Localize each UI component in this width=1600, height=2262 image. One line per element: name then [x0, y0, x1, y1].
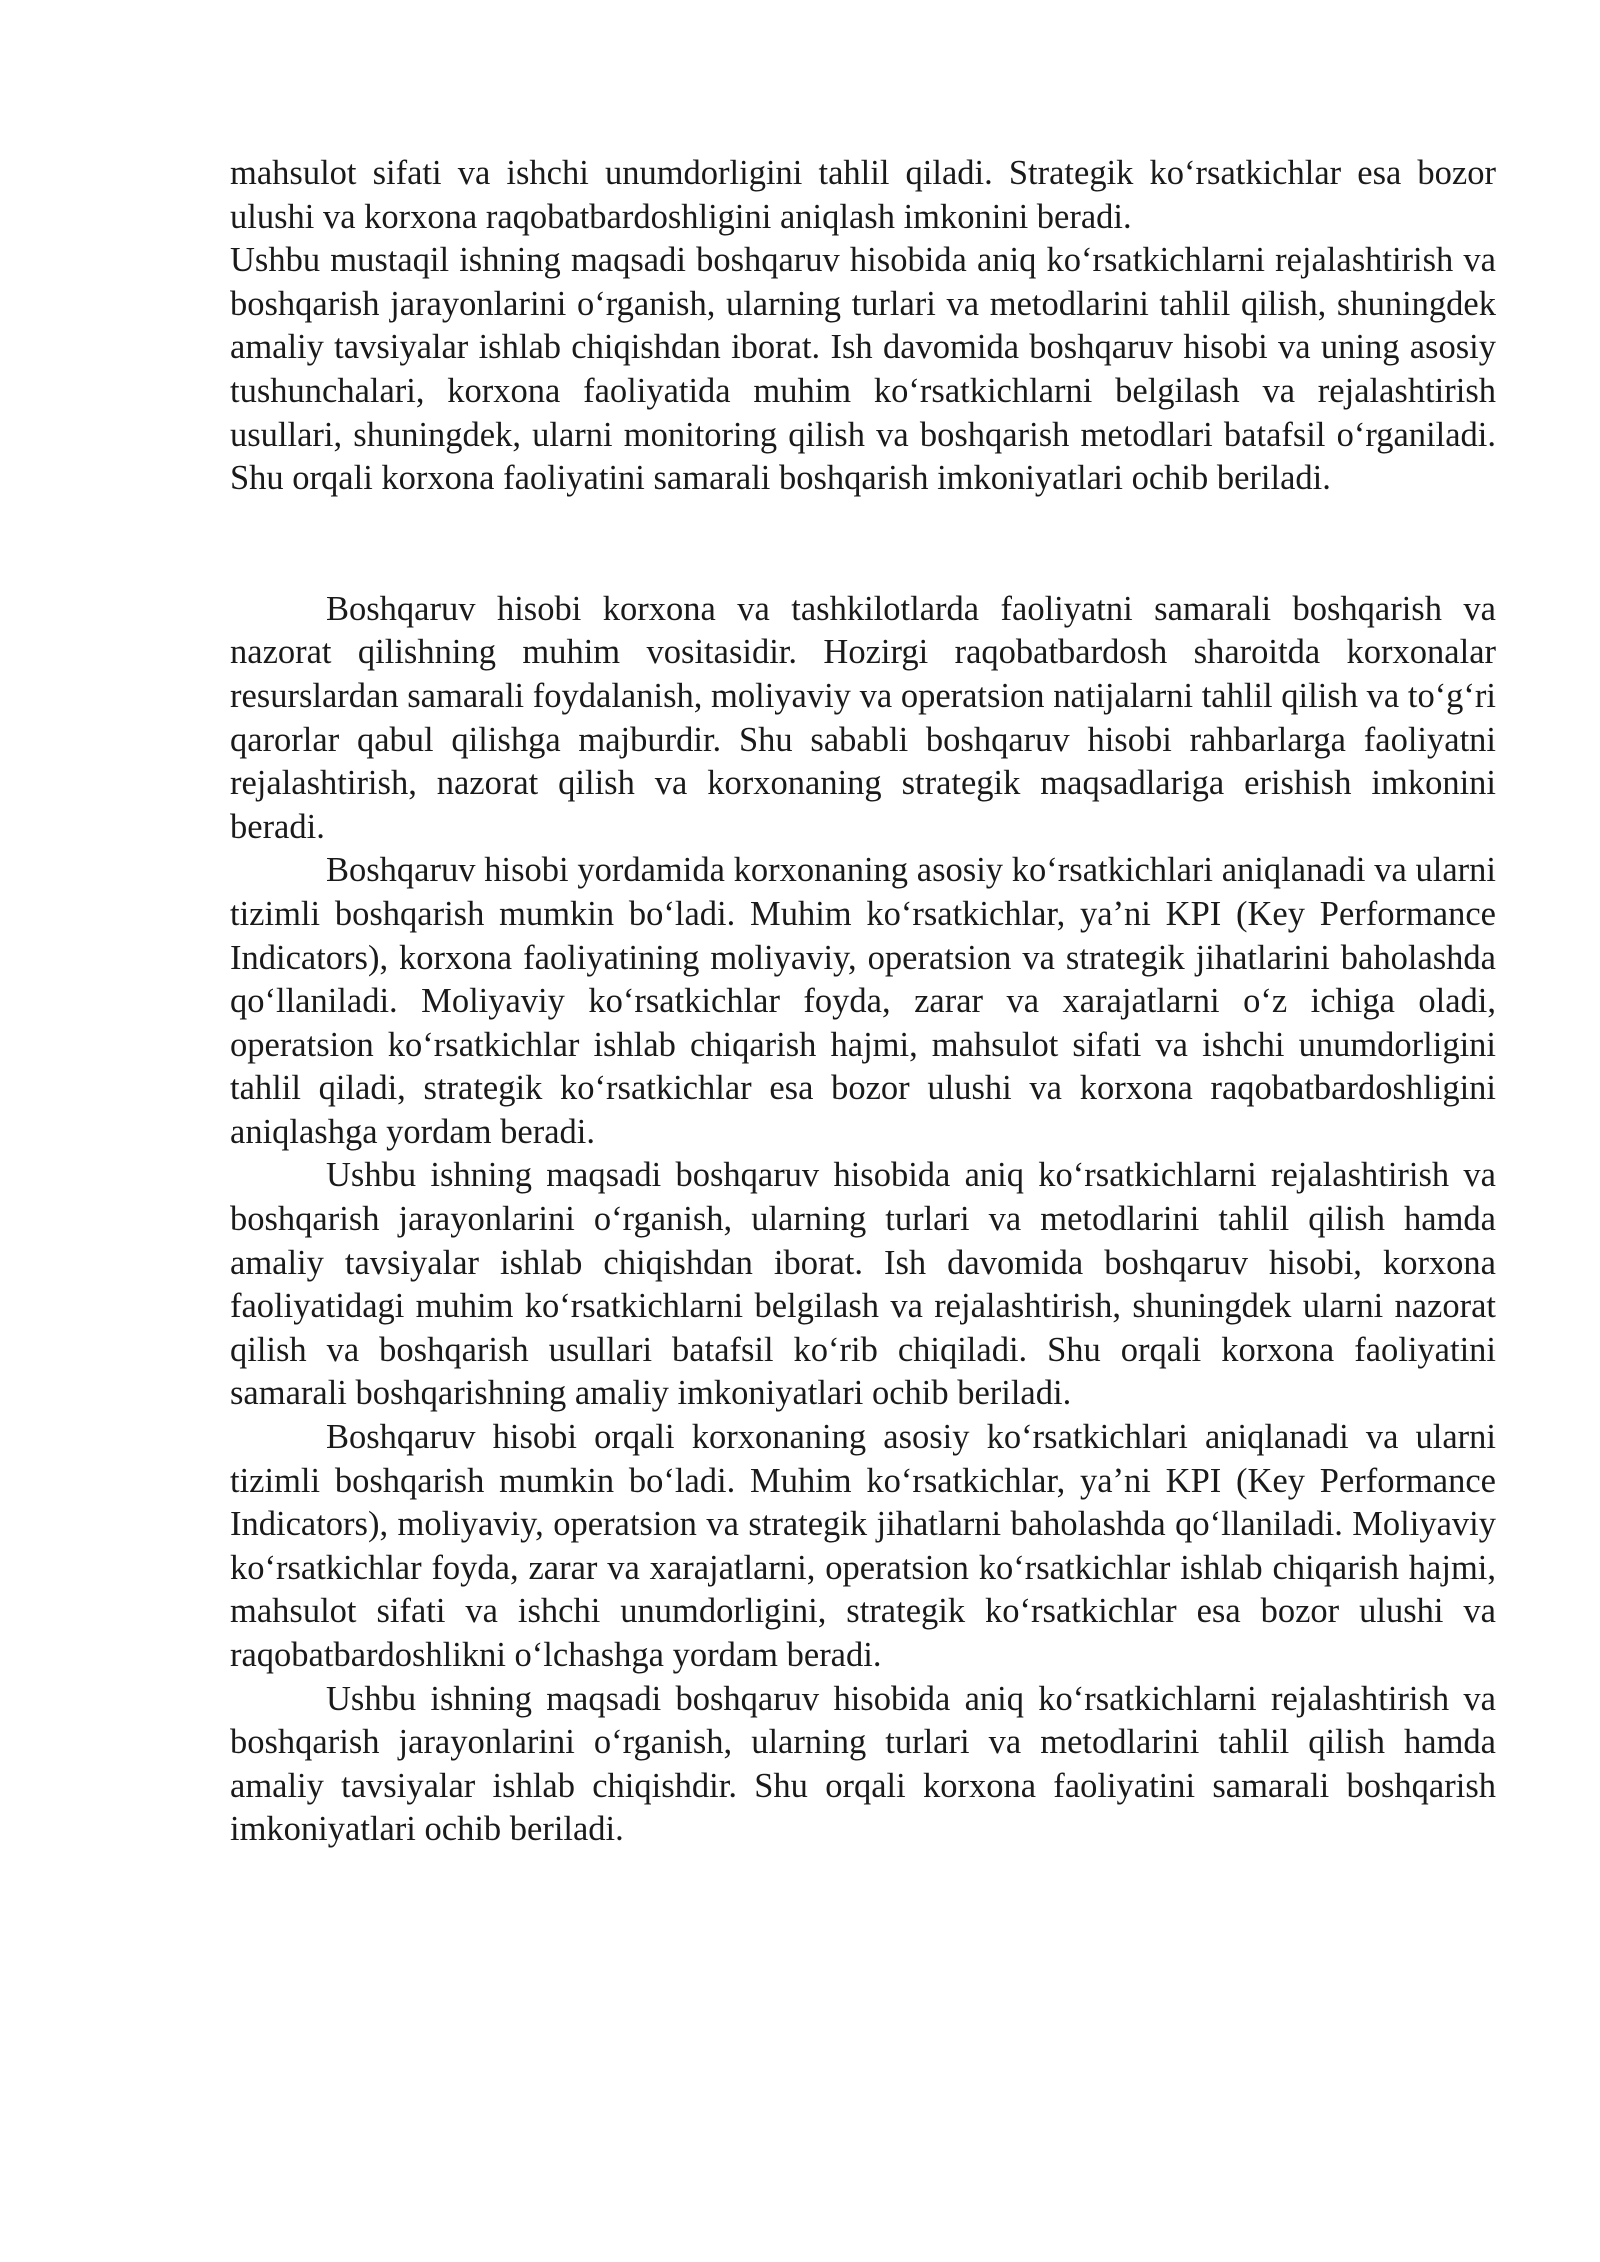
paragraph: Boshqaruv hisobi korxona va tashkilotlarda faoliyatni samarali boshqarish va nazorat qilishning muhim vositasidir. Hozirgi raqobatbardosh sharoitda korxonalar resurslardan samarali foydalanish, moliyaviy va operatsion natijalarni tahlil qilish va toʻgʻri qarorlar qabul qilishga majburdir. Shu sababli boshqaruv hisobi rahbarlarga faoliyatni rejalashtirish, nazorat qilish va korxonaning strategik maqsadlariga erishish imkonini beradi. — [230, 589, 1496, 846]
paragraph: Boshqaruv hisobi orqali korxonaning asosiy koʻrsatkichlari aniqlanadi va ularni tizimli boshqarish mumkin boʻladi. Muhim koʻrsatkichlar, yaʼni KPI (Key Performance Indicators), moliyaviy, operatsion va strategik jihatlarni baholashda qoʻllaniladi. Moliyaviy koʻrsatkichlar foyda, zarar va xarajatlarni, operatsion koʻrsatkichlar ishlab chiqarish hajmi, mahsulot sifati va ishchi unumdorligini, strategik koʻrsatkichlar esa bozor ulushi va raqobatbardoshlikni oʻlchashga yordam beradi. — [230, 1418, 1496, 1674]
top-text-block — [230, 152, 1496, 501]
paragraph: Ushbu ishning maqsadi boshqaruv hisobida aniq koʻrsatkichlarni rejalashtirish va boshqarish jarayonlarini oʻrganish, ularning turlari va metodlarini tahlil qilish hamda amaliy tavsiyalar ishlab chiqishdan iborat. Ish davomida boshqaruv hisobi, korxona faoliyatidagi muhim koʻrsatkichlarni belgilash va rejalashtirish, shuningdek ularni nazorat qilish va boshqarish usullari batafsil koʻrib chiqiladi. Shu orqali korxona faoliyatini samarali boshqarishning amaliy imkoniyatlari ochib beriladi. — [230, 1156, 1496, 1413]
paragraph: Ushbu mustaqil ishning maqsadi boshqaruv hisobida aniq koʻrsatkichlarni rejalashtirish va boshqarish jarayonlarini oʻrganish, ularning turlari va metodlarini tahlil qilish, shuningdek amaliy tavsiyalar ishlab chiqishdan iborat. Ish davomida boshqaruv hisobi va uning asosiy tushunchalari, korxona faoliyatida muhim koʻrsatkichlarni belgilash va rejalashtirish usullari, shuningdek, ularni monitoring qilish va boshqarish metodlari batafsil oʻrganiladi. Shu orqali korxona faoliyatini samarali boshqarish imkoniyatlari ochib beriladi. — [230, 241, 1496, 498]
document-page — [230, 152, 1496, 1852]
paragraph: mahsulot sifati va ishchi unumdorligini tahlil qiladi. Strategik koʻrsatkichlar esa bozor ulushi va korxona raqobatbardoshligini aniqlash imkonini beradi. — [230, 154, 1496, 236]
paragraph-spacer — [230, 501, 1496, 588]
main-text-block — [230, 588, 1496, 1852]
paragraph: Ushbu ishning maqsadi boshqaruv hisobida aniq koʻrsatkichlarni rejalashtirish va boshqarish jarayonlarini oʻrganish, ularning turlari va metodlarini tahlil qilish hamda amaliy tavsiyalar ishlab chiqishdir. Shu orqali korxona faoliyatini samarali boshqarish imkoniyatlari ochib beriladi. — [230, 1679, 1496, 1849]
paragraph: Boshqaruv hisobi yordamida korxonaning asosiy koʻrsatkichlari aniqlanadi va ularni tizimli boshqarish mumkin boʻladi. Muhim koʻrsatkichlar, yaʼni KPI (Key Performance Indicators), korxona faoliyatining moliyaviy, operatsion va strategik jihatlarini baholashda qoʻllaniladi. Moliyaviy koʻrsatkichlar foyda, zarar va xarajatlarni oʻz ichiga oladi, operatsion koʻrsatkichlar ishlab chiqarish hajmi, mahsulot sifati va ishchi unumdorligini tahlil qiladi, strategik koʻrsatkichlar esa bozor ulushi va korxona raqobatbardoshligini aniqlashga yordam beradi. — [230, 851, 1496, 1151]
